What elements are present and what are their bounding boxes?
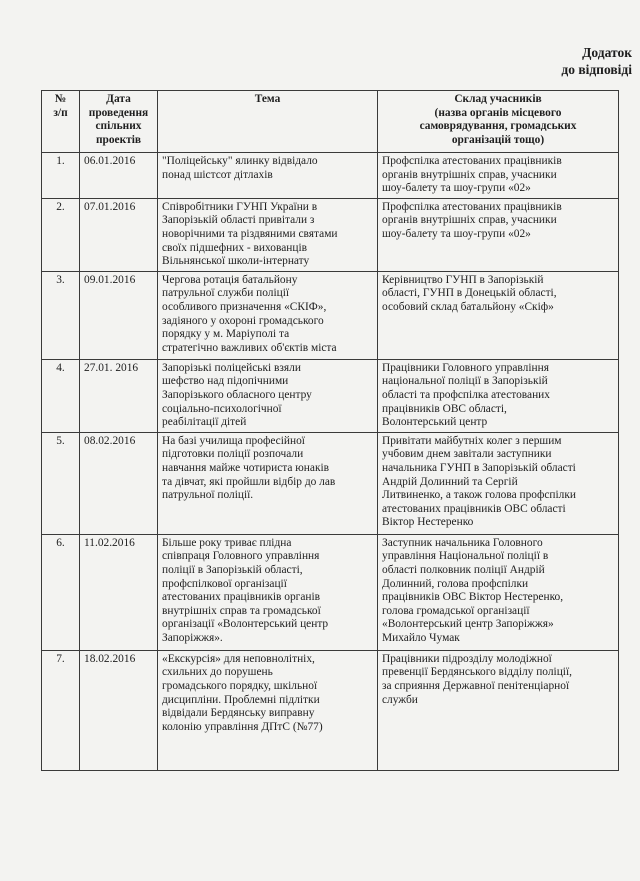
column-header-topic: Тема: [158, 91, 378, 153]
row-number: 1.: [42, 153, 80, 199]
row-topic: "Поліцейську" ялинку відвідало понад шістсот дітлахів: [158, 153, 378, 199]
row-date: 11.02.2016: [80, 534, 158, 650]
row-date: 06.01.2016: [80, 153, 158, 199]
appendix-header: [561, 44, 632, 78]
row-participants: Профспілка атестованих працівників органів внутрішніх справ, учасники шоу-балету та шоу-групи «02»: [378, 198, 619, 271]
column-header-date: Дата проведення спільних проектів: [80, 91, 158, 153]
row-topic: На базі училища професійної підготовки поліції розпочали навчання майже чотириста юнаків та дівчат, які пройшли відбір до лав патрульної поліції.: [158, 432, 378, 534]
row-topic: Чергова ротація батальйону патрульної служби поліції особливого призначення «СКІФ», задіяного у охороні громадського порядку у м. Маріуполі та стратегічно важливих об'єктів міста: [158, 271, 378, 359]
row-number: 4.: [42, 359, 80, 432]
row-number: 5.: [42, 432, 80, 534]
row-number: 6.: [42, 534, 80, 650]
projects-table: [41, 90, 619, 771]
row-participants: Профспілка атестованих працівників органів внутрішніх справ, учасники шоу-балету та шоу-групи «02»: [378, 153, 619, 199]
table-row: [42, 198, 619, 271]
row-number: 3.: [42, 271, 80, 359]
row-participants: Працівники підрозділу молодіжної превенції Бердянського відділу поліції, за сприяння Державної пенітенціарної служби: [378, 650, 619, 770]
table-row: [42, 534, 619, 650]
row-topic: Співробітники ГУНП України в Запорізькій області привітали з новорічними та різдвяними святами своїх підшефних - вихованців Вільнянської школи-інтернату: [158, 198, 378, 271]
row-topic: «Екскурсія» для неповнолітніх, схильних до порушень громадського порядку, шкільної дисципліни. Проблемні підлітки відвідали Бердянську виправну колонію управління ДПтС (№77): [158, 650, 378, 770]
table-row: [42, 650, 619, 770]
appendix-title: Додаток: [582, 45, 632, 60]
appendix-subtitle: до відповіді: [561, 62, 632, 77]
column-header-number: № з/п: [42, 91, 80, 153]
row-topic: Більше року триває плідна співпраця Головного управління поліції в Запорізькій області, профспілкової організації атестованих працівників органів внутрішніх справ та громадської організації «Волонтерський центр Запоріжжя».: [158, 534, 378, 650]
row-participants: Заступник начальника Головного управління Національної поліції в області полковник поліції Андрій Долинний, голова профспілки працівників ОВС Віктор Нестеренко, голова громадської організації «Волонтерський центр Запоріжжя» Михайло Чумак: [378, 534, 619, 650]
row-date: 08.02.2016: [80, 432, 158, 534]
row-date: 09.01.2016: [80, 271, 158, 359]
table-row: [42, 359, 619, 432]
row-number: 7.: [42, 650, 80, 770]
row-number: 2.: [42, 198, 80, 271]
table-row: [42, 153, 619, 199]
table-header-row: [42, 91, 619, 153]
row-date: 18.02.2016: [80, 650, 158, 770]
row-topic: Запорізькі поліцейські взяли шефство над підопічними Запорізького обласного центру соціально-психологічної реабілітації дітей: [158, 359, 378, 432]
table-row: [42, 432, 619, 534]
table-row: [42, 271, 619, 359]
row-participants: Привітати майбутніх колег з першим учбовим днем завітали заступники начальника ГУНП в Запорізькій області Андрій Долинний та Сергій Литвиненко, а також голова профспілки атестованих працівників ОВС області Віктор Нестеренко: [378, 432, 619, 534]
column-header-participants: Склад учасників (назва органів місцевого самоврядування, громадських організацій тощо): [378, 91, 619, 153]
row-participants: Керівництво ГУНП в Запорізькій області, ГУНП в Донецькій області, особовий склад батальйону «Скіф»: [378, 271, 619, 359]
row-date: 07.01.2016: [80, 198, 158, 271]
row-participants: Працівники Головного управління національної поліції в Запорізькій області та профспілка атестованих працівників ОВС області, Волонтерський центр: [378, 359, 619, 432]
row-date: 27.01. 2016: [80, 359, 158, 432]
